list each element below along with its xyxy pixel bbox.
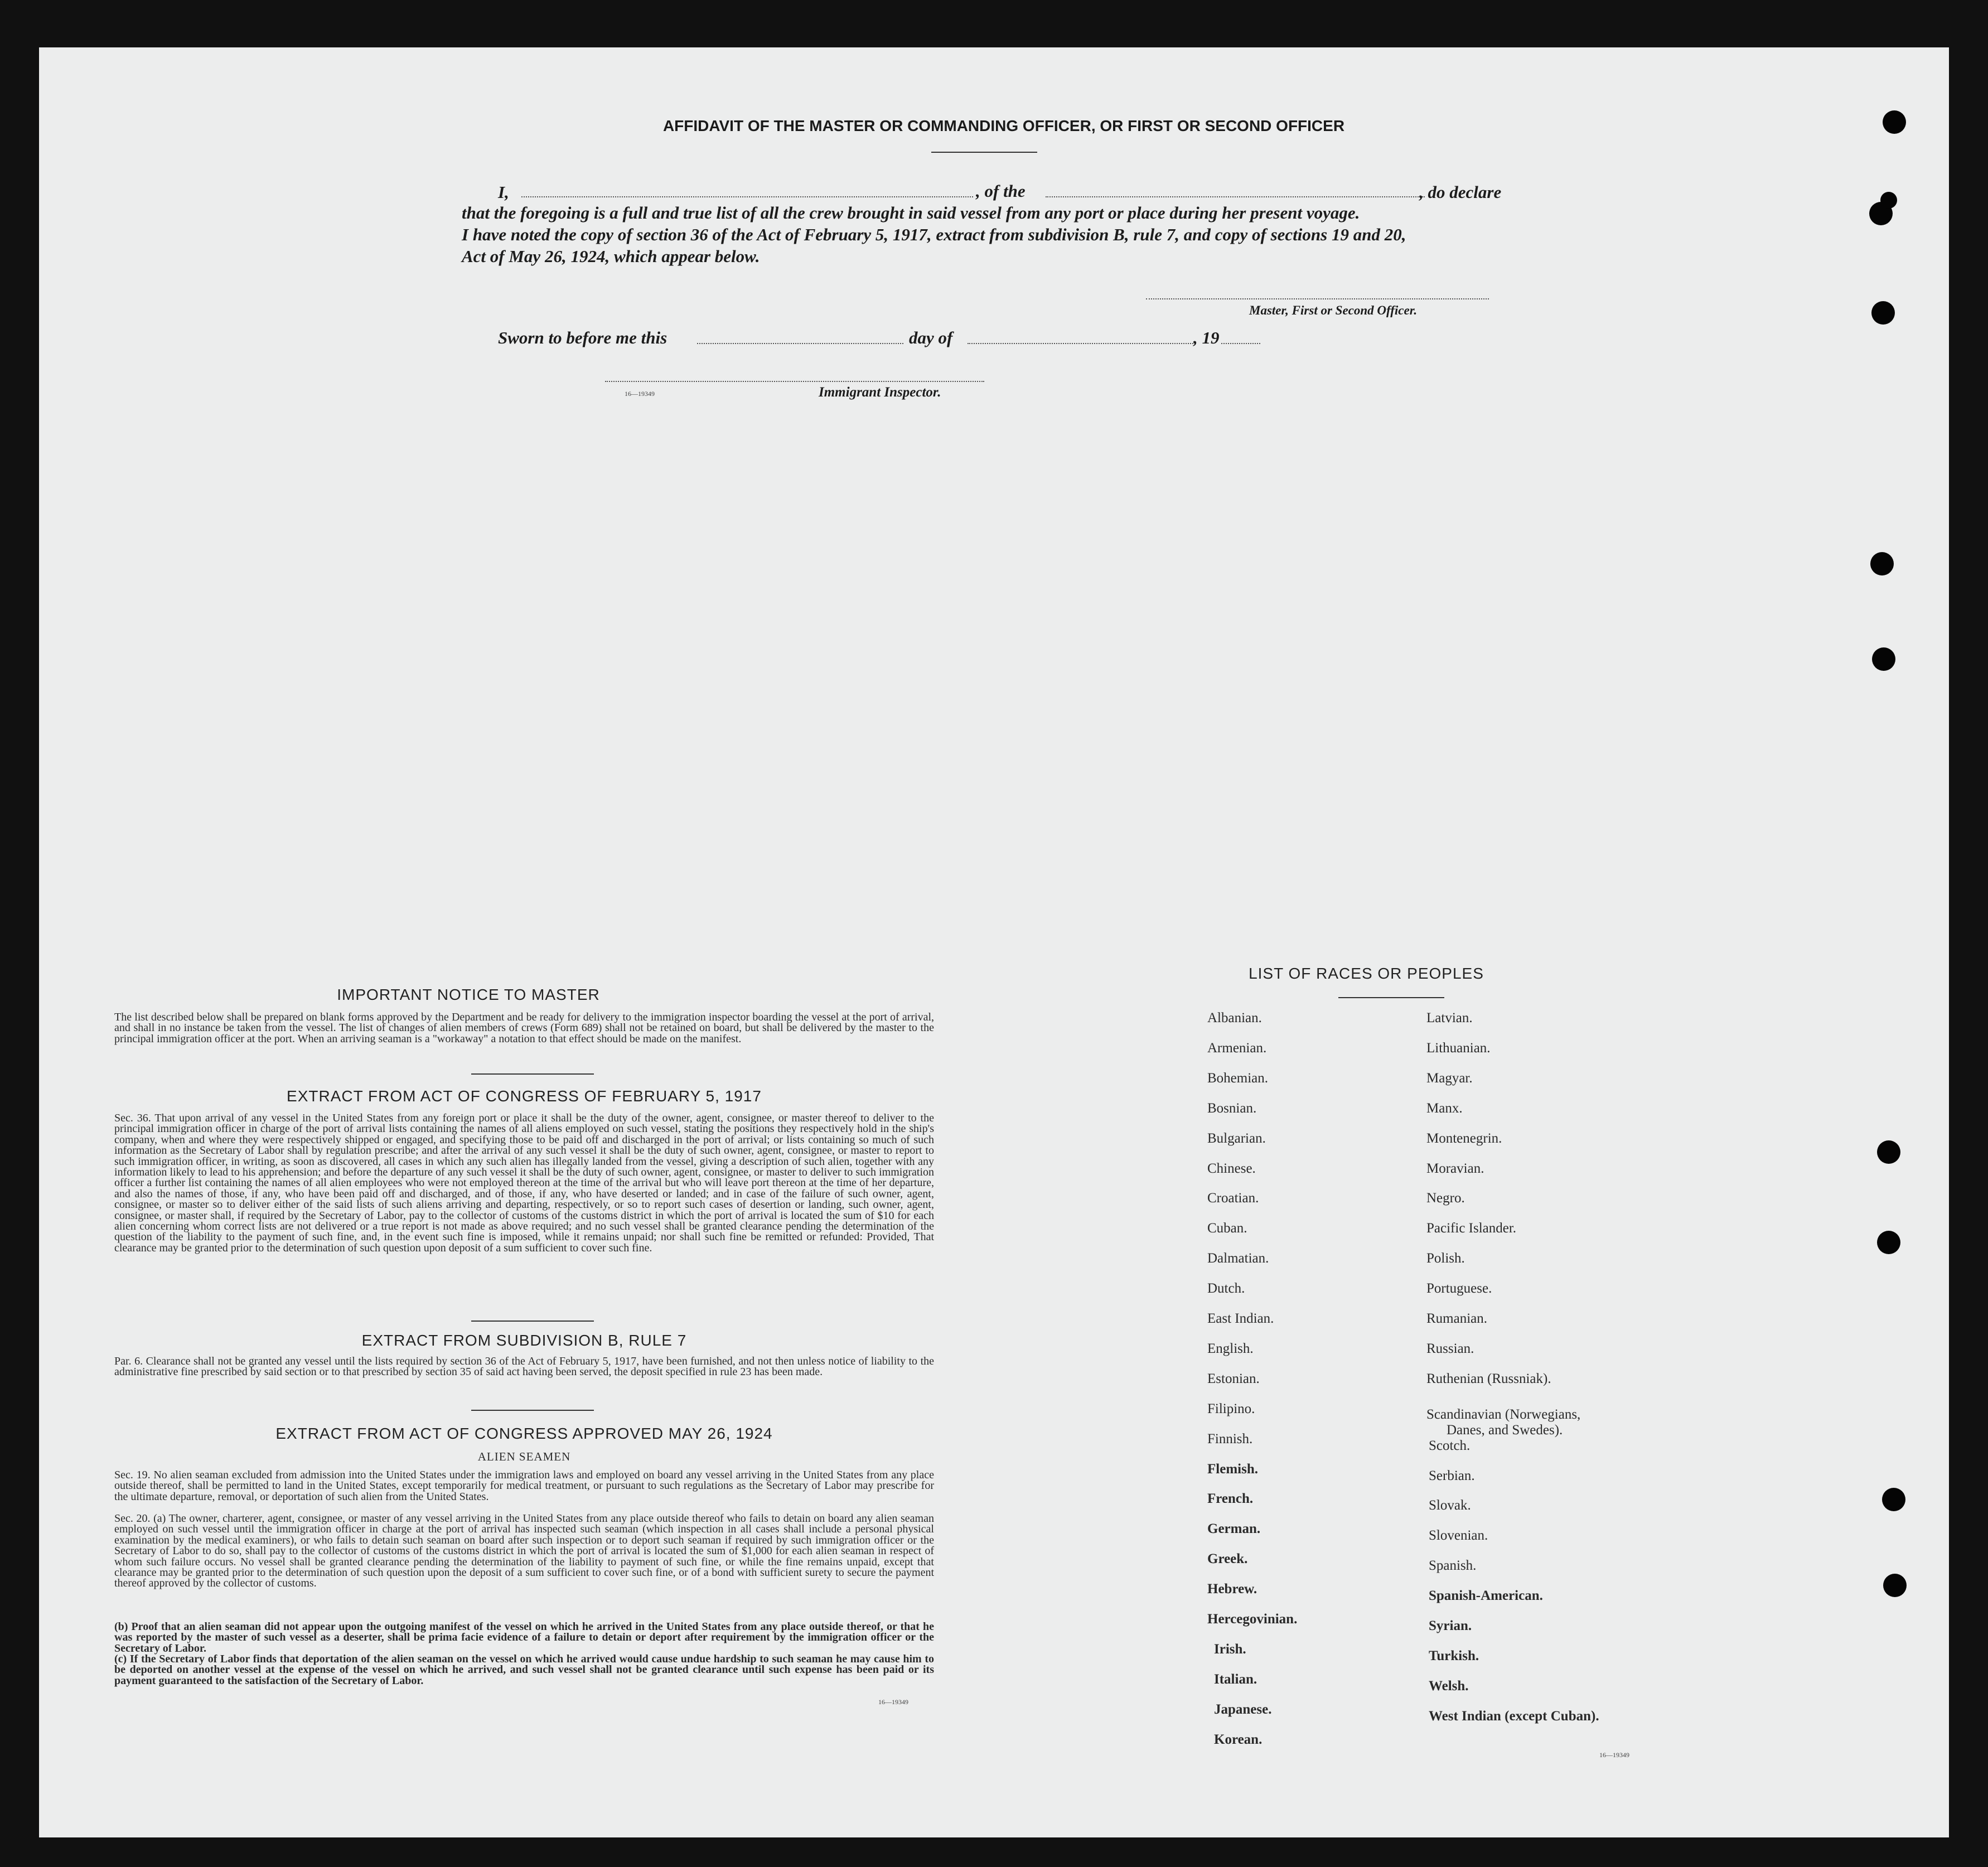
race-item: Ruthenian (Russniak).	[1426, 1371, 1551, 1386]
punch-hole	[1870, 552, 1894, 575]
sworn-text: Sworn to before me this	[498, 328, 667, 347]
race-item: Japanese.	[1214, 1701, 1272, 1717]
race-item: Spanish.	[1429, 1558, 1477, 1574]
race-item: Magyar.	[1426, 1070, 1473, 1086]
sworn-year-field[interactable]	[1221, 343, 1260, 344]
affidavit-line-4: Act of May 26, 1924, which appear below.	[462, 246, 760, 266]
sworn-day-of: day of	[909, 328, 953, 347]
races-rule	[1338, 997, 1444, 998]
race-item: Croatian.	[1207, 1191, 1259, 1206]
race-item: Bohemian.	[1207, 1070, 1269, 1086]
notice-rule	[471, 1073, 594, 1075]
races-title: LIST OF RACES OR PEOPLES	[1249, 965, 1484, 982]
race-item: Dutch.	[1207, 1281, 1245, 1297]
affidavit-i: I,	[498, 182, 509, 202]
punch-hole	[1882, 1488, 1905, 1511]
race-item: Syrian.	[1429, 1618, 1472, 1633]
affidavit-title: AFFIDAVIT OF THE MASTER OR COMMANDING OFFICER, OR FIRST OR SECOND OFFICER	[662, 117, 1345, 134]
sec19-text: Sec. 19. No alien seaman excluded from admission into the United States under the immigration laws and employed on board any vessel arriving in the United States from any place outside thereof, shall be permitted to land in the United States, except temporarily for medical treatment, or pursuant to such regulations as the Secretary of Labor may prescribe for the ultimate departure, removal, or deportation of such alien from the United States.	[114, 1469, 934, 1503]
race-item: Moravian.	[1426, 1160, 1484, 1176]
inspector-signature-field[interactable]	[605, 381, 984, 382]
punch-hole	[1883, 1574, 1907, 1597]
race-item: Italian.	[1214, 1671, 1257, 1687]
race-item: Scotch.	[1429, 1438, 1471, 1453]
race-item: French.	[1207, 1491, 1254, 1507]
race-item: Slovak.	[1429, 1498, 1471, 1513]
notice-text: The list described below shall be prepared on blank forms approved by the Department and be ready for delivery to the immigration inspector boarding the vessel at the port of arrival, and shall in no instance be taken from the vessel. The list of changes of alien members of crews (Form 689) shall not be retained on board, but shall be delivered by the master to the principal immigration officer at the port. When an arriving seaman is a "workaway" a notation to that effect should be made on the manifest.	[114, 1011, 934, 1045]
race-item: Russian.	[1426, 1341, 1474, 1356]
affidavit-line-2: that the foregoing is a full and true list of all the crew brought in said vessel from any port or place during her present voyage.	[462, 203, 1360, 223]
race-item: Bosnian.	[1207, 1100, 1257, 1116]
punch-hole	[1871, 301, 1895, 325]
race-item: Korean.	[1214, 1731, 1263, 1747]
races-form-number: 16—19349	[1599, 1751, 1629, 1759]
notice-title: IMPORTANT NOTICE TO MASTER	[337, 986, 600, 1003]
extract-1924-title: EXTRACT FROM ACT OF CONGRESS APPROVED MAY 26, 1924	[275, 1425, 773, 1442]
race-item: Finnish.	[1207, 1431, 1253, 1447]
affidavit-declare: , do declare	[1419, 182, 1502, 202]
race-item: East Indian.	[1207, 1311, 1274, 1326]
race-item: Portuguese.	[1426, 1281, 1492, 1297]
race-item: Polish.	[1426, 1251, 1465, 1266]
affidavit-of-the: , of the	[976, 181, 1026, 201]
sworn-day-field[interactable]	[697, 343, 903, 344]
race-item: Bulgarian.	[1207, 1130, 1266, 1146]
race-item: Latvian.	[1426, 1010, 1473, 1026]
extract-1917-text: Sec. 36. That upon arrival of any vessel in the United States from any foreign port or place it shall be the duty of the owner, agent, consignee, or master thereof to deliver to the principal immigration officer in charge of the port of arrival lists containing the names of all aliens employed on such vessel, stating the positions they respectively hold in the ship's company, when and where they were respectively shipped or engaged, and specifying those to be paid off and discharged in the port of arrival; or lists containing so much of such information as the Secretary of Labor shall by regulation prescribe; and after the arrival of any such vessel it shall be the duty of such owner, agent, consignee, or master to report to such immigration officer, in writing, as soon as discovered, all cases in which any such alien has illegally landed from the vessel, giving a description of such alien, together with any information likely to lead to his apprehension; and before the departure of any such vessel it shall be the duty of such owner, agent, consignee, or master to deliver to such immigration officer a further list containing the names of all alien employees who were not employed thereon at the time of the arrival but who will leave port thereon at the time of her departure, and also the names of those, if any, who have been paid off and discharged, and of those, if any, who have deserted or landed; and in case of the failure of such owner, agent, consignee, or master so to deliver either of the said lists of such aliens arriving and departing, respectively, or so to report such cases of desertion or landing, such owner, agent, consignee, or master shall, if required by the Secretary of Labor, pay to the collector of customs of the customs district in which the port of arrival is located the sum of $10 for each alien concerning whom correct lists are not delivered or a true report is not made as above required; and no such vessel shall be granted clearance pending the determination of the question of the liability to the payment of such fine, and, in the event such fine is imposed, while it remains unpaid; nor shall such fine be remitted or refunded: Provided, That clearance may be granted prior to the determination of such question upon deposit of a sum sufficient to cover such fine.	[114, 1112, 934, 1254]
race-item: Flemish.	[1207, 1461, 1258, 1477]
race-item: Chinese.	[1207, 1160, 1256, 1176]
race-item: Manx.	[1426, 1100, 1463, 1116]
extract-1917-rule	[471, 1321, 594, 1322]
race-item: Armenian.	[1207, 1040, 1267, 1056]
sec20b-text: (b) Proof that an alien seaman did not appear upon the outgoing manifest of the vessel on which he arrived in the United States from any place outside thereof, or that he was reported by the master of such vessel as a deserter, shall be prima facie evidence of a failure to detain or deport after requirement by the immigration officer or the Secretary of Labor.	[114, 1621, 934, 1655]
race-item: Hebrew.	[1207, 1581, 1257, 1597]
master-signature-label: Master, First or Second Officer.	[1249, 303, 1418, 317]
race-item: Turkish.	[1429, 1648, 1479, 1663]
race-item: Dalmatian.	[1207, 1251, 1269, 1266]
extract-form-number: 16—19349	[878, 1698, 908, 1706]
race-item: Greek.	[1207, 1551, 1248, 1567]
punch-hole	[1877, 1231, 1900, 1254]
extract-rule7-text: Par. 6. Clearance shall not be granted any vessel until the lists required by section 36 of the Act of February 5, 1917, have been furnished, and not then unless notice of liability to the administrative fine prescribed by said section or to that prescribed by section 35 of said act having been served, the deposit specified in rule 23 has been made.	[114, 1355, 934, 1379]
affiant-name-field[interactable]	[521, 196, 973, 197]
extract-rule7-title: EXTRACT FROM SUBDIVISION B, RULE 7	[361, 1332, 687, 1349]
race-item: Spanish-American.	[1429, 1588, 1543, 1604]
race-item: Albanian.	[1207, 1010, 1262, 1026]
race-item: Lithuanian.	[1426, 1040, 1491, 1056]
punch-hole	[1877, 1140, 1900, 1164]
race-item: Welsh.	[1429, 1678, 1469, 1694]
affidavit-line-3: I have noted the copy of section 36 of the Act of February 5, 1917, extract from subdivision B, rule 7, and copy of sections 19 and 20,	[462, 225, 1406, 244]
race-item: Montenegrin.	[1426, 1130, 1502, 1146]
race-item: Negro.	[1426, 1191, 1465, 1206]
race-item: Slovenian.	[1429, 1528, 1488, 1544]
alien-seamen-subtitle: ALIEN SEAMEN	[477, 1450, 571, 1463]
race-item: English.	[1207, 1341, 1254, 1356]
race-item: Filipino.	[1207, 1401, 1255, 1416]
inspector-label: Immigrant Inspector.	[819, 385, 941, 400]
punch-hole	[1872, 647, 1895, 671]
master-signature-field[interactable]	[1146, 298, 1489, 299]
race-item: German.	[1207, 1521, 1261, 1537]
affidavit-title-rule	[931, 152, 1037, 153]
vessel-name-field[interactable]	[1046, 196, 1425, 197]
sworn-month-field[interactable]	[968, 343, 1193, 344]
sec20a-text: Sec. 20. (a) The owner, charterer, agent, consignee, or master of any vessel arriving in the United States from any place outside thereof who fails to detain on board any alien seaman employed on such vessel until the immigration officer in charge at the port of arrival has inspected such seaman (which inspection in all cases shall include a personal physical examination by the medical examiners), or who fails to detain such seaman on board after such inspection or to deport such seaman if required by such immigration officer or the Secretary of Labor to do so, shall pay to the collector of customs of the customs district in which the port of arrival is located the sum of $1,000 for each alien seaman in respect of whom such failure occurs. No vessel shall be granted clearance pending the determination of the liability to payment of such fine, or while the fine remains unpaid, except that clearance may be granted prior to the determination of such question upon the deposit of a sum sufficient to cover such fine, or of a bond with sufficient surety to secure the payment thereof approved by the collector of customs.	[114, 1512, 934, 1590]
race-item: Danes, and Swedes).	[1447, 1422, 1563, 1438]
race-item: Pacific Islander.	[1426, 1221, 1517, 1236]
race-item: West Indian (except Cuban).	[1429, 1708, 1599, 1724]
punch-hole	[1880, 192, 1897, 209]
extract-rule7-rule	[471, 1410, 594, 1411]
race-item: Irish.	[1214, 1641, 1246, 1657]
race-item: Hercegovinian.	[1207, 1612, 1298, 1627]
race-item: Rumanian.	[1426, 1311, 1488, 1326]
race-item: Scandinavian (Norwegians,	[1426, 1406, 1581, 1422]
punch-hole	[1883, 110, 1906, 134]
extract-1917-title: EXTRACT FROM ACT OF CONGRESS OF FEBRUARY 5, 1917	[287, 1087, 762, 1105]
race-item: Estonian.	[1207, 1371, 1260, 1386]
sec20c-text: (c) If the Secretary of Labor finds that deportation of the alien seaman on the vessel on which he arrived would cause undue hardship to such seaman he may cause him to be deported on another vessel at the expense of the vessel on which he arrived, and such vessel shall not be granted clearance until such expense has been paid or its payment guaranteed to the satisfaction of the Secretary of Labor.	[114, 1653, 934, 1687]
sworn-year-prefix: , 19	[1193, 328, 1220, 347]
race-item: Serbian.	[1429, 1468, 1475, 1483]
race-item: Cuban.	[1207, 1221, 1247, 1236]
affidavit-form-number: 16—19349	[625, 390, 655, 398]
